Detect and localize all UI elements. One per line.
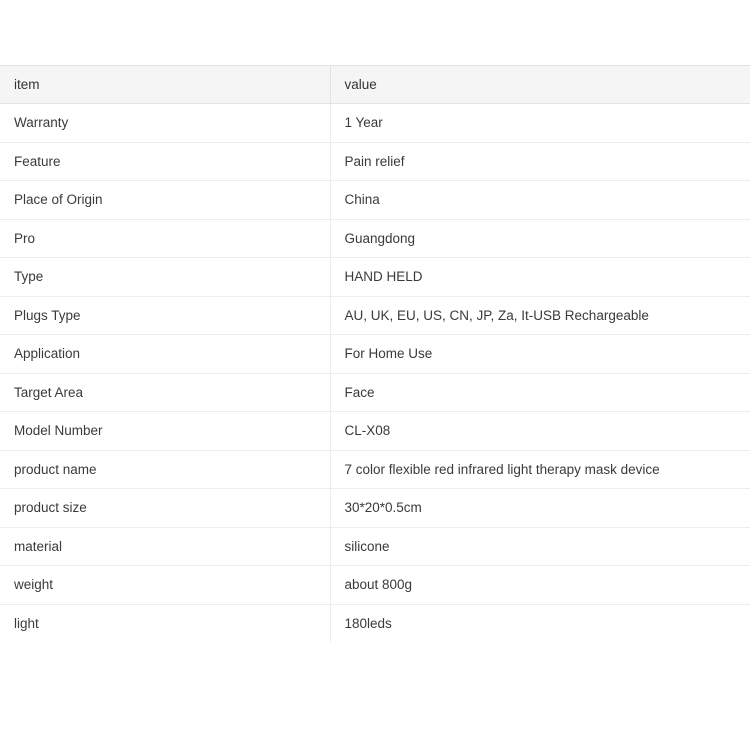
- table-row: [0, 104, 750, 143]
- table-row: [0, 373, 750, 412]
- table-row: [0, 258, 750, 297]
- cell-value: Guangdong: [330, 219, 750, 258]
- cell-item: weight: [0, 566, 330, 605]
- cell-item: Plugs Type: [0, 296, 330, 335]
- column-header-item: item: [0, 66, 330, 104]
- cell-item: material: [0, 527, 330, 566]
- table-row: [0, 566, 750, 605]
- cell-item: Model Number: [0, 412, 330, 451]
- cell-value: 7 color flexible red infrared light therapy mask device: [330, 450, 750, 489]
- cell-item: Type: [0, 258, 330, 297]
- cell-value: 180leds: [344, 615, 392, 631]
- cell-value: about 800g: [330, 566, 750, 605]
- table-header: [0, 66, 750, 104]
- cell-item: product size: [0, 489, 330, 528]
- table-row: [0, 412, 750, 451]
- cell-value: China: [330, 181, 750, 220]
- table-row: [0, 219, 750, 258]
- cell-value: AU, UK, EU, US, CN, JP, Za, It-USB Rechargeable: [330, 296, 750, 335]
- cell-item: Warranty: [0, 104, 330, 143]
- table-header-row: [0, 66, 750, 104]
- cell-value: For Home Use: [330, 335, 750, 374]
- specification-table-container: [0, 65, 750, 642]
- table-row: [0, 604, 750, 642]
- cell-item: Place of Origin: [0, 181, 330, 220]
- cell-value: CL-X08: [330, 412, 750, 451]
- cell-item: Application: [0, 335, 330, 374]
- cell-value: Pain relief: [330, 142, 750, 181]
- cell-value: Face: [330, 373, 750, 412]
- cell-item: product name: [0, 450, 330, 489]
- table-row: [0, 296, 750, 335]
- table-row: [0, 489, 750, 528]
- cell-value: silicone: [330, 527, 750, 566]
- table-row: [0, 335, 750, 374]
- cell-item: light: [0, 604, 330, 642]
- cell-value: 1 Year: [330, 104, 750, 143]
- column-header-value: value: [330, 66, 750, 104]
- table-row: [0, 450, 750, 489]
- cell-value: HAND HELD: [330, 258, 750, 297]
- cell-item: Pro: [0, 219, 330, 258]
- cell-item: Target Area: [0, 373, 330, 412]
- table-body: [0, 104, 750, 643]
- table-row: [0, 527, 750, 566]
- cell-item: Feature: [0, 142, 330, 181]
- specification-table: [0, 65, 750, 642]
- table-row: [0, 181, 750, 220]
- table-row: [0, 142, 750, 181]
- cell-value: 30*20*0.5cm: [330, 489, 750, 528]
